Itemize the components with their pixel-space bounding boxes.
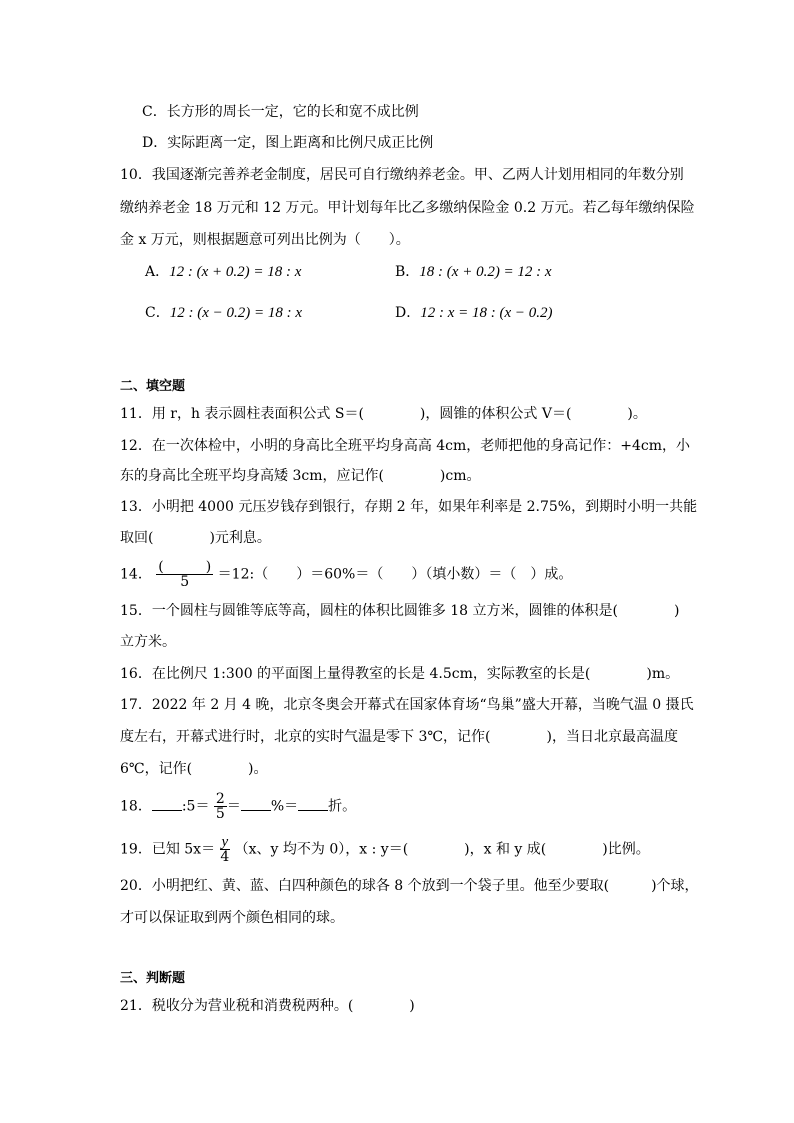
option-label: D． bbox=[395, 305, 421, 321]
q10-line3: 金 x 万元，则根据题意可列出比例为（ ）。 bbox=[120, 232, 410, 248]
q18-part2: ＝ bbox=[226, 798, 241, 815]
q10-option-c bbox=[145, 303, 302, 323]
answer-blank[interactable] bbox=[241, 796, 271, 811]
q16: 16．在比例尺 1:300 的平面图上量得教室的长是 4.5cm，实际教室的长是( )m。 bbox=[120, 666, 680, 682]
q14-rest: ＝12:（ ）＝60%＝（ ）（填小数）＝（ ）成。 bbox=[217, 566, 573, 583]
q20-line1: 20．小明把红、黄、蓝、白四种颜色的球各 8 个放到一个袋子里。他至少要取( )个球， bbox=[120, 878, 699, 894]
option-label: B． bbox=[395, 264, 420, 280]
q14-fraction bbox=[156, 560, 213, 589]
q12-line1: 12．在一次体检中，小明的身高比全班平均身高高 4cm，老师把他的身高记作：+4cm，小 bbox=[120, 438, 691, 454]
option-expression: 12 : (x + 0.2) = 18 : x bbox=[169, 264, 302, 280]
option-label: C． bbox=[145, 305, 170, 321]
fraction-denominator: 4 bbox=[220, 849, 230, 865]
fraction-numerator: y bbox=[221, 834, 229, 850]
q20-line2: 才可以保证取到两个颜色相同的球。 bbox=[120, 910, 344, 926]
q19-rest: （x、y 均不为 0），x : y＝( )，x 和 y 成( )比例。 bbox=[234, 841, 650, 858]
q10-option-d bbox=[395, 303, 553, 323]
q15-line2: 立方米。 bbox=[120, 634, 176, 650]
fraction-numerator: ( ) bbox=[158, 559, 212, 575]
option-label: A． bbox=[145, 264, 170, 280]
q21: 21．税收分为营业税和消费税两种。( ) bbox=[120, 998, 415, 1014]
q18-fraction bbox=[214, 792, 227, 821]
q18-part4: 折。 bbox=[328, 798, 357, 815]
q14-prefix: 14． bbox=[120, 566, 152, 583]
q13-line2: 取回( )元利息。 bbox=[120, 530, 271, 546]
q10-option-a bbox=[145, 262, 301, 282]
q17-line3: 6℃，记作( )。 bbox=[120, 761, 268, 777]
q17-line2: 度左右，开幕式进行时，北京的实时气温是零下 3℃，记作( )，当日北京最高温度 bbox=[120, 729, 678, 745]
q12-line2: 东的身高比全班平均身高矮 3cm，应记作( )cm。 bbox=[120, 468, 481, 484]
option-expression: 12 : (x − 0.2) = 18 : x bbox=[169, 305, 303, 321]
q19-fraction bbox=[220, 835, 231, 864]
fraction-denominator: 5 bbox=[215, 806, 225, 822]
answer-blank[interactable] bbox=[152, 796, 182, 811]
q9-option-c: C．长方形的周长一定，它的长和宽不成比例 bbox=[142, 104, 419, 120]
q13-line1: 13．小明把 4000 元压岁钱存到银行，存期 2 年，如果年利率是 2.75%，到期时小明一共能 bbox=[120, 499, 698, 515]
section-true-false-title: 三、判断题 bbox=[120, 971, 186, 986]
option-expression: 12 : x = 18 : (x − 0.2) bbox=[420, 305, 553, 321]
q18-prefix: 18． bbox=[120, 798, 152, 815]
q19-prefix: 19．已知 5x＝ bbox=[120, 841, 216, 858]
q10-line2: 缴纳养老金 18 万元和 12 万元。甲计划每年比乙多缴纳保险金 0.2 万元。若乙每年缴纳保险 bbox=[120, 200, 695, 216]
q18 bbox=[120, 792, 356, 821]
q15-line1: 15．一个圆柱与圆锥等底等高，圆柱的体积比圆锥多 18 立方米，圆锥的体积是( ) bbox=[120, 603, 680, 619]
q14 bbox=[120, 560, 572, 589]
section-fill-in-title: 二、填空题 bbox=[120, 379, 186, 394]
q11: 11．用 r，h 表示圆柱表面积公式 S＝( )，圆锥的体积公式 V＝( )。 bbox=[120, 406, 647, 422]
answer-blank[interactable] bbox=[298, 796, 328, 811]
q18-part3: %＝ bbox=[270, 798, 299, 815]
fraction-numerator: 2 bbox=[215, 791, 225, 807]
option-expression: 18 : (x + 0.2) = 12 : x bbox=[419, 264, 552, 280]
q9-option-d: D．实际距离一定，图上距离和比例尺成正比例 bbox=[142, 135, 434, 151]
fraction-denominator: 5 bbox=[180, 574, 190, 590]
q19 bbox=[120, 835, 650, 864]
q17-line1: 17．2022 年 2 月 4 晚，北京冬奥会开幕式在国家体育场“鸟巢”盛大开幕，当晚气温 0 摄氏 bbox=[120, 697, 694, 713]
q10-option-b bbox=[395, 262, 552, 282]
q18-part1: :5＝ bbox=[181, 798, 210, 815]
q10-line1: 10．我国逐渐完善养老金制度，居民可自行缴纳养老金。甲、乙两人计划用相同的年数分别 bbox=[120, 167, 684, 183]
